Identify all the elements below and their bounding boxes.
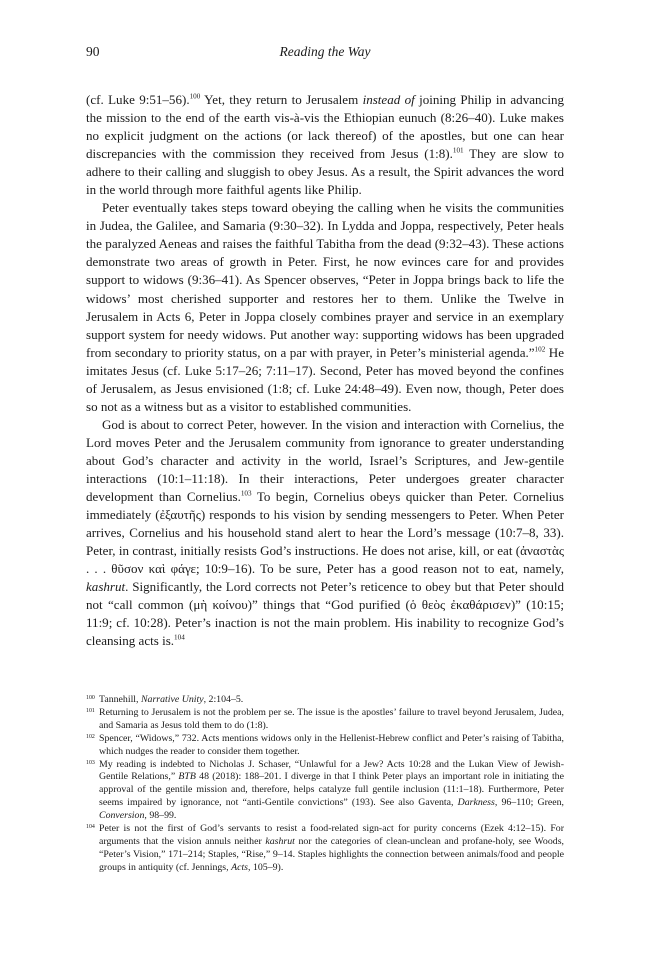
italic-run: Darkness xyxy=(457,797,495,809)
text-run: He imitates Jesus (cf. Luke 5:17–26; 7:11–17). Second, Peter has moved beyond the confines of Jerusalem, as Jesus envisioned (1:8; cf. Luke 24:48–49). Even now, though, Peter does so not as a witness but as a visitor to established communities. xyxy=(86,344,564,414)
footnote-ref[interactable]: 102 xyxy=(534,345,546,354)
footnote-ref[interactable]: 104 xyxy=(174,634,185,643)
footnotes xyxy=(86,694,564,875)
text-run: Peter eventually takes steps toward obeying the calling when he visits the communities in Judea, the Galilee, and Samaria (9:30–32). In Lydda and Joppa, respectively, Peter heals the paralyzed Aeneas and raises the faithful Tabitha from the dead (9:32–43). These actions demonstrate two areas of growth in Peter. First, he now evinces care for and provides support to widows (9:36–41). As Spencer observes, “Peter in Joppa brings back to life the widows’ most cherished supporter and restores her to them. Unlike the Twelve in Jerusalem in Acts 6, Peter in Joppa closely combines prayer and service in an exemplary support system for needy widows. Put another way: supporting widows has been upgraded from secondary to priority status, on a par with prayer, in Peter’s ministerial agenda.” xyxy=(86,200,564,360)
footnote-102 xyxy=(86,733,564,759)
page-header xyxy=(86,44,564,64)
italic-run: instead of xyxy=(362,92,415,107)
running-title: Reading the Way xyxy=(279,44,371,59)
page-number: 90 xyxy=(86,44,100,59)
footnote-101 xyxy=(86,707,564,733)
footnote-number: 101 xyxy=(86,707,95,714)
paragraph-1 xyxy=(86,91,564,199)
text-run: (cf. Luke 9:51–56). xyxy=(86,92,190,107)
italic-run: Acts xyxy=(231,861,249,873)
text-run: , 98–99. xyxy=(144,810,177,822)
footnote-number: 104 xyxy=(86,824,95,831)
italic-run: Conversion xyxy=(99,810,145,822)
text-run: God is about to correct Peter, however. In the vision and interaction with Cornelius, the Lord moves Peter and the Jerusalem community from ignorance to greater understanding about God’s character and activity in the world, Israel’s Scriptures, and Jew-gentile interactions (10:1–11:18). In their interactions, Peter undergoes greater character development than Cornelius. xyxy=(86,416,564,505)
text-run: nor the categories of clean-unclean and profane-holy, see Woods, “Peter’s Vision,” 171–214; Staples, “Rise,” 9–14. Staples highlights the connection between animals/food and people groups in antiquity (cf. Jennings, xyxy=(99,835,564,873)
footnote-number: 102 xyxy=(86,733,95,740)
text-run: Peter is not the first of God’s servants to resist a food-related sign-act for purity concerns (Ezek 4:12–15). For arguments that the vision annuls neither xyxy=(99,823,564,847)
footnote-104 xyxy=(86,823,564,875)
text-run: 48 (2018): 188–201. I diverge in that I think Peter plays an important role in initiating the approval of the gentile mission and, therefore, helps catalyze full gentile inclusion (11:1–18). Furthermore, Peter seems impaired by ignorance, not “anti-Gentile convictions” (193). See also Gaventa, xyxy=(99,771,564,809)
footnote-number: 100 xyxy=(86,695,95,701)
footnote-ref[interactable]: 103 xyxy=(240,489,252,498)
italic-run: BTB xyxy=(178,771,196,783)
footnote-103 xyxy=(86,759,564,824)
footnote-number: 103 xyxy=(86,759,95,766)
text-run: . Significantly, the Lord corrects not Peter’s reticence to obey but that Peter should not “call common (μὴ κοίνου)” things that “God purified (ὁ θεὸς ἐκαθάρισεν)” (10:15; 11:9; cf. 10:28). Peter’s inaction is not the main problem. His inability to recognize God’s cleansing acts is. xyxy=(86,579,564,649)
main-text xyxy=(86,91,564,650)
text-run: They are slow to adhere to their calling and sluggish to obey Jesus. As a result, the Spirit advances the word in the world through more faithful agents like Philip. xyxy=(86,146,564,198)
text-run: , 105–9). xyxy=(248,861,284,873)
text-run: Spencer, “Widows,” 732. Acts mentions widows only in the Hellenist-Hebrew conflict and Peter’s raising of Tabitha, which nudges the reader to consider them together. xyxy=(99,732,564,757)
text-run: , 2:104–5. xyxy=(203,694,244,705)
text-run: To begin, Cornelius obeys quicker than Peter. Cornelius immediately (ἐξαυτῆς) responds to his vision by sending messengers to Peter. When Peter arrives, Cornelius and his household stand alert to hear the Lord’s message (10:7–8, 33). Peter, in contrast, initially resists God’s instructions. He does not arise, kill, or eat (ἀναστὰς . . . θῦσον καὶ φάγε; 10:9–16). To be sure, Peter has a good reason not to eat, namely, xyxy=(86,489,564,577)
italic-run: kashrut xyxy=(265,835,295,847)
italic-run: kashrut xyxy=(86,579,126,595)
text-run: Yet, they return to Jerusalem xyxy=(200,92,363,107)
text-run: , 96–110; Green, xyxy=(494,797,564,809)
footnote-ref[interactable]: 100 xyxy=(189,92,201,101)
paragraph-3 xyxy=(86,416,564,651)
footnote-100 xyxy=(86,694,564,707)
text-run: Tannehill, xyxy=(99,694,141,705)
text-run: My reading is indebted to Nicholas J. Schaser, “Unlawful for a Jew? Acts 10:28 and the Lukan View of Jewish-Gentile Relations,” xyxy=(99,758,564,783)
text-run: Returning to Jerusalem is not the problem per se. The issue is the apostles’ failure to travel beyond Jerusalem, Judea, and Samaria as Jesus told them to do (1:8). xyxy=(99,706,564,731)
text-run: joining Philip in advancing the mission to the end of the earth vis-à-vis the Ethiopian eunuch (8:26–40). Luke makes no explicit judgment on the actions (or lack thereof) of the apostles, but one can hear discrepancies with the commission they received from Jesus (1:8). xyxy=(86,92,564,162)
italic-run: Narrative Unity xyxy=(140,694,204,705)
paragraph-2 xyxy=(86,199,564,416)
footnote-ref[interactable]: 101 xyxy=(452,146,464,155)
